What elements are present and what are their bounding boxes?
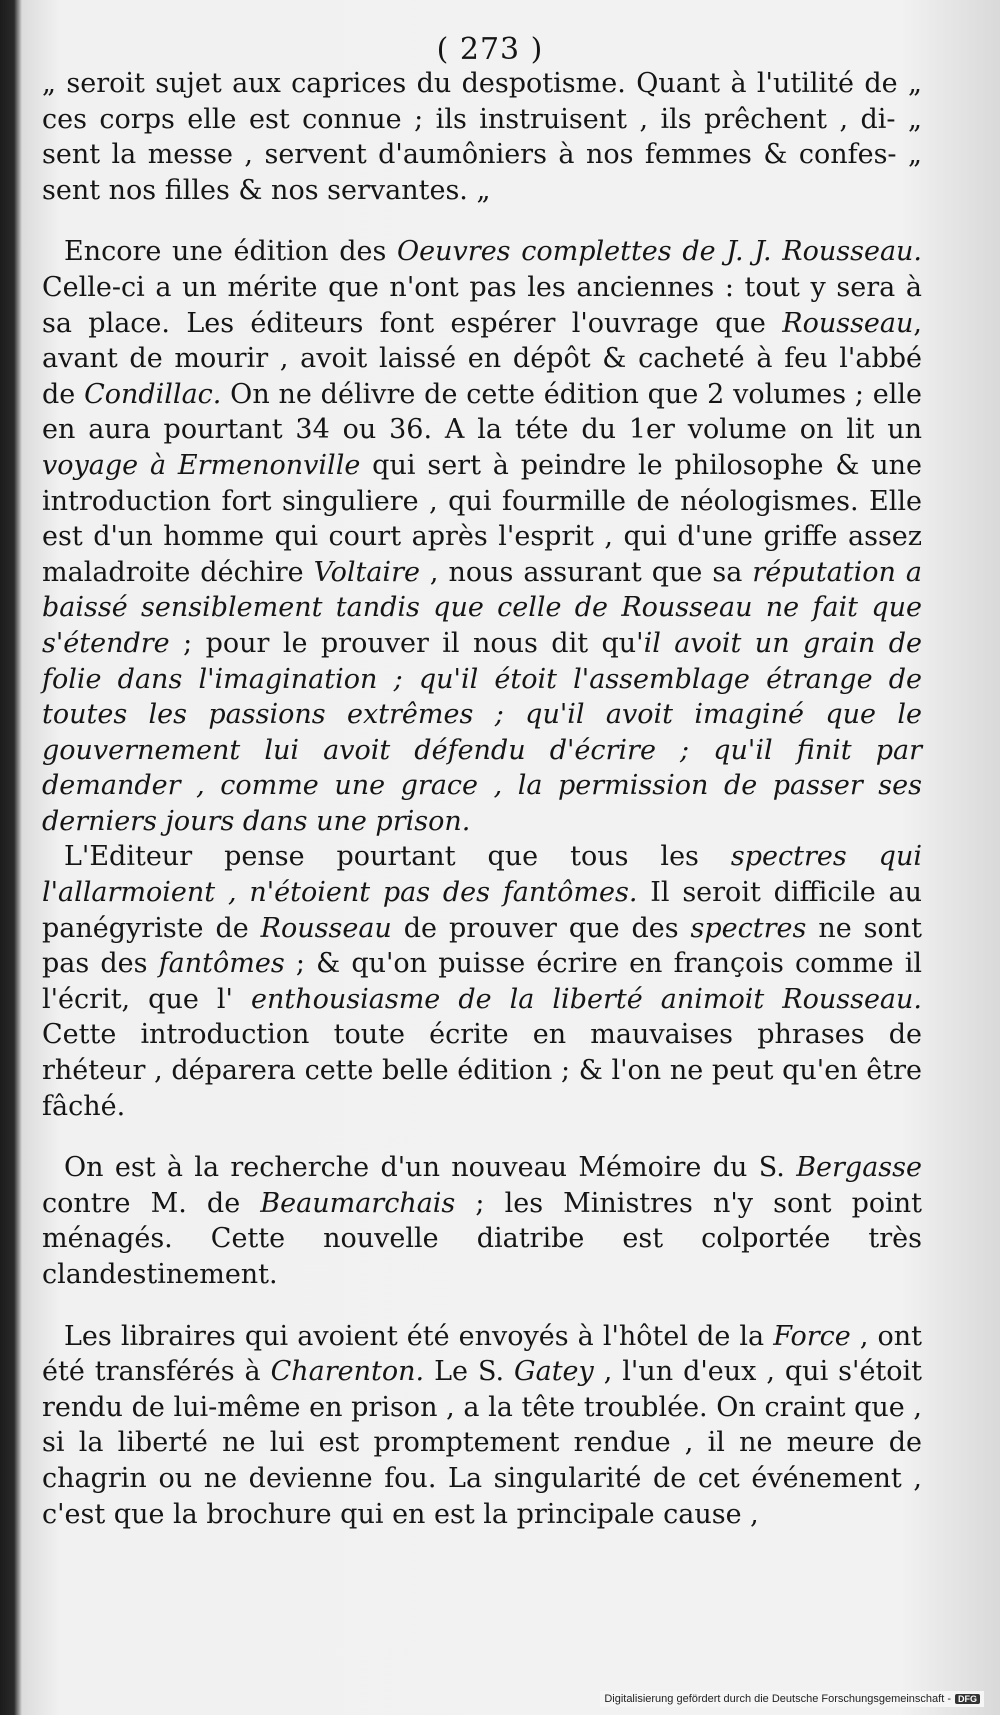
paragraph-libraires: Les libraires qui avoient été envoyés à l'hôtel de la Force , ont été transférés à Charenton. Le S. Gatey , l'un d'eux , qui s'étoit rendu de lui-même en prison , a la tête troublée. On craint que , si la liberté ne lui est promptement rendue , il ne meure de chagrin ou ne devienne fou. La singularité de cet événement , c'est que la brochure qui en est la principale cause , <box>42 1320 923 1530</box>
dfg-logo: DFG <box>955 1694 980 1704</box>
paragraph-quote-end: „ seroit sujet aux caprices du despotisme. Quant à l'utilité de „ ces corps elle est connue ; ils instruisent , ils prêchent , di- „ sent la messe , servent d'aumôniers à nos femmes & confes- „ sent nos filles & nos servantes. „ <box>42 68 922 206</box>
paragraph-rousseau-edition: Encore une édition des Oeuvres complettes de J. J. Rousseau. Celle-ci a un mérite que n'ont pas les anciennes : tout y sera à sa place. Les éditeurs font espérer l'ouvrage que Rousseau, avant de mourir , avoit laissé en dépôt & cacheté à feu l'abbé de Condillac. On ne délivre de cette édition que 2 volumes ; elle en aura pourtant 34 ou 36. A la téte du 1er volume on lit un voyage à Ermenonville qui sert à peindre le philosophe & une introduction fort singuliere , qui fourmille de néologismes. Elle est d'un homme qui court après l'esprit , qui d'une griffe assez maladroite déchire Voltaire , nous assurant que sa réputation a baissé sensiblement tandis que celle de Rousseau ne fait que s'étendre ; pour le prouver il nous dit qu'il avoit un grain de folie dans l'imagination ; qu'il étoit l'assemblage étrange de toutes les passions extrêmes ; qu'il avoit imaginé que le gouvernement lui avoit défendu d'écrire ; qu'il finit par demander , comme une grace , la permission de passer ses derniers jours dans une prison. <box>42 236 923 837</box>
paragraph-editeur: L'Editeur pense pourtant que tous les spectres qui l'allarmoient , n'étoient pas des fantômes. Il seroit difficile au panégyriste de Rousseau de prouver que des spectres ne sont pas des fantômes ; & qu'on puisse écrire en françois comme il l'écrit, que l' enthousiasme de la liberté animoit Rousseau. Cette introduction toute écrite en mauvaises phrases de rhéteur , déparera cette belle édition ; & l'on ne peut qu'en être fâché. <box>42 841 923 1122</box>
digitization-credit: Digitalisierung gefördert durch die Deutsche Forschungsgemeinschaft - DFG <box>600 1691 984 1707</box>
page-body <box>42 66 922 1532</box>
page-number: ( 273 ) <box>436 32 544 67</box>
book-page <box>40 30 940 1670</box>
paragraph-bergasse: On est à la recherche d'un nouveau Mémoire du S. Bergasse contre M. de Beaumarchais ; les Ministres n'y sont point ménagés. Cette nouvelle diatribe est colportée très clandestinement. <box>42 1152 922 1290</box>
